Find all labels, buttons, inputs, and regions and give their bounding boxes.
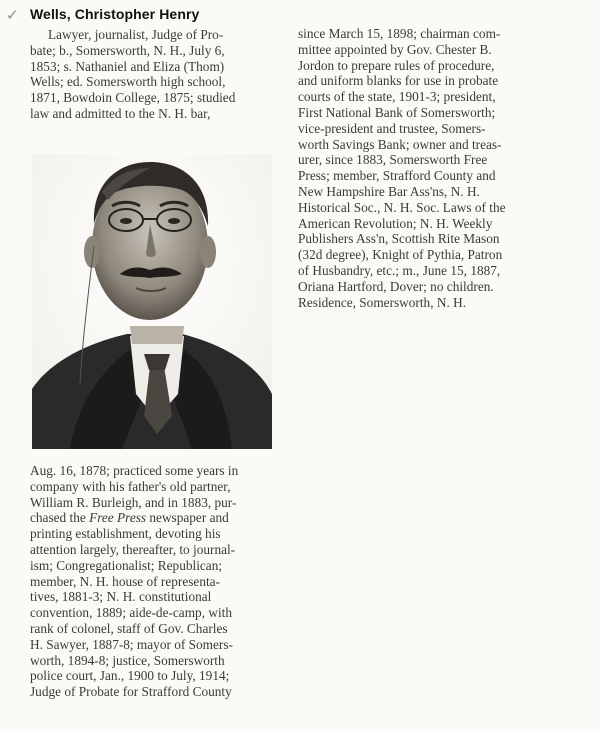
- portrait-image: [32, 154, 272, 449]
- bio-line: Oriana Hartford, Dover; no children.: [298, 278, 494, 294]
- bio-line: 1853; s. Nathaniel and Eliza (Thom): [30, 58, 225, 74]
- entry-name-heading: Wells, Christopher Henry: [30, 6, 200, 22]
- bio-line: H. Sawyer, 1887-8; mayor of Somers-: [30, 636, 233, 652]
- bio-line: Lawyer, journalist, Judge of Pro-: [48, 27, 224, 42]
- bio-line: William R. Burleigh, and in 1883, pur-: [30, 494, 237, 510]
- check-mark: ✓: [6, 6, 19, 24]
- bio-line: convention, 1889; aide-de-camp, with: [30, 605, 232, 621]
- bio-line: mittee appointed by Gov. Chester B.: [298, 41, 492, 57]
- bio-line: rank of colonel, staff of Gov. Charles: [30, 620, 228, 636]
- bio-line: First National Bank of Somersworth;: [298, 104, 496, 120]
- bio-line: Press; member, Strafford County and: [298, 168, 496, 184]
- bio-line: since March 15, 1898; chairman com-: [298, 26, 501, 41]
- bio-line: Aug. 16, 1878; practiced some years in: [30, 463, 239, 478]
- bio-line: police court, Jan., 1900 to July, 1914;: [30, 668, 230, 684]
- bio-line: of Husbandry, etc.; m., June 15, 1887,: [298, 262, 501, 278]
- bio-line: vice-president and trustee, Somers-: [298, 120, 486, 136]
- bio-line: Publishers Ass'n, Scottish Rite Mason: [298, 231, 500, 247]
- bio-text: chased the: [30, 510, 86, 526]
- bio-line: worth, 1894-8; justice, Somersworth: [30, 652, 225, 668]
- bio-line: member, N. H. house of representa-: [30, 573, 220, 589]
- portrait-photograph: [32, 154, 272, 449]
- bio-line: 1871, Bowdoin College, 1875; studied: [30, 90, 236, 106]
- bio-line: Historical Soc., N. H. Soc. Laws of the: [298, 199, 506, 215]
- biography-right-column: [298, 26, 548, 310]
- bio-line: and uniform blanks for use in probate: [298, 73, 499, 89]
- bio-line: tives, 1881-3; N. H. constitutional: [30, 589, 212, 605]
- bio-line: Jordon to prepare rules of procedure,: [298, 57, 495, 73]
- bio-line: New Hampshire Bar Ass'ns, N. H.: [298, 183, 480, 199]
- bio-line: attention largely, thereafter, to journal-: [30, 541, 236, 557]
- bio-line: Wells; ed. Somersworth high school,: [30, 74, 226, 90]
- bio-line-with-italic: [30, 510, 280, 526]
- bio-line: American Revolution; N. H. Weekly: [298, 215, 493, 231]
- biography-left-column-bottom: [30, 463, 280, 700]
- bio-text: newspaper and: [149, 510, 229, 526]
- bio-line: Judge of Probate for Strafford County: [30, 684, 232, 700]
- bio-line: Residence, Somersworth, N. H.: [298, 294, 467, 310]
- bio-line: courts of the state, 1901-3; president,: [298, 89, 496, 105]
- bio-line: (32d degree), Knight of Pythia, Patron: [298, 247, 503, 263]
- bio-line: urer, since 1883, Somersworth Free: [298, 152, 488, 168]
- bio-line: ism; Congregationalist; Republican;: [30, 557, 223, 573]
- biography-left-column-top: [30, 27, 280, 122]
- bio-line: law and admitted to the N. H. bar,: [30, 105, 211, 121]
- bio-line: bate; b., Somersworth, N. H., July 6,: [30, 42, 225, 58]
- bio-line: worth Savings Bank; owner and treas-: [298, 136, 502, 152]
- bio-line: printing establishment, devoting his: [30, 526, 221, 542]
- newspaper-title: Free Press: [89, 510, 147, 526]
- bio-line: company with his father's old partner,: [30, 478, 231, 494]
